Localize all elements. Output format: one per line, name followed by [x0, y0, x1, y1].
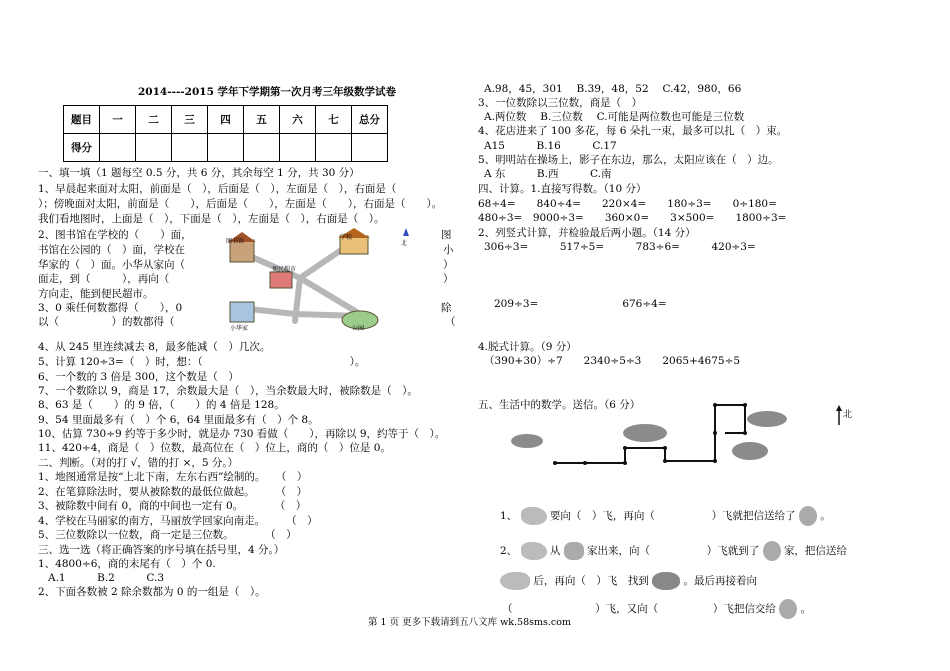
answer-options: A 东 B.西 C.南 [484, 168, 612, 180]
question-line: 1、4800÷6，商的末尾有（ ）个 0. [38, 558, 216, 570]
wrapped-fragment: 小 [443, 244, 454, 256]
score-input-cell[interactable] [244, 134, 280, 162]
question-line: 9、54 里面最多有（ ）个 6，64 里面最多有（ ）个 8。 [38, 414, 319, 426]
section-heading: 二、判断。（对的打 √，错的打 ×，5 分。） [38, 457, 239, 469]
question-line: 10、估算 730÷9 约等于多少时，就是办 730 看做（ ），再除以 9，约等于（ ）。 [38, 428, 446, 440]
wrapped-fragment: ） [443, 273, 454, 285]
wrapped-fragment: 除 [441, 302, 452, 314]
score-header-cell: 一 [100, 106, 136, 134]
mail-text: ）飞，又向（ [595, 603, 659, 615]
mail-text: 。 [800, 603, 812, 615]
score-input-cell[interactable] [316, 134, 352, 162]
score-header-cell: 四 [208, 106, 244, 134]
question-line: 2、下面各数被 2 除余数都为 0 的一组是（ ）。 [38, 586, 266, 598]
map-illustration [200, 226, 440, 336]
map-label-school: 学校 [340, 234, 353, 241]
mail-text: 2、 [500, 545, 518, 557]
question-line: 4、学校在马丽家的南方，马丽放学回家向南走。 （ ） [38, 515, 318, 527]
score-input-cell[interactable] [280, 134, 316, 162]
answer-options: A15 B.16 C.17 [484, 140, 617, 152]
question-line: 5、计算 120÷3=（ ）时，想：（ ）。 [38, 356, 366, 368]
map-label-north: 北 [401, 240, 408, 247]
cat-icon [564, 542, 584, 560]
question-line: 3、一位数除以三位数，商是（ ） [478, 97, 643, 109]
question-line: 2、图书馆在学校的（ ）面， [38, 229, 192, 241]
question-line: 4、从 245 里连续减去 8，最多能减（ ）几次。 [38, 341, 271, 353]
wrapped-fragment: （ [445, 316, 456, 328]
mail-text: 家，把信送给 [783, 545, 847, 557]
score-header-cell: 七 [316, 106, 352, 134]
calc-row: 68÷4= 840÷4= 220×4= 180÷3= 0÷180= [478, 198, 777, 210]
mail-text: 。 [820, 510, 831, 522]
question-line: 2、列竖式计算，并检验最后两小题。（14 分） [478, 227, 696, 239]
mail-sentence-2 [500, 541, 847, 561]
score-input-cell[interactable] [352, 134, 388, 162]
section-heading: 五、生活中的数学。送信。（6 分） [478, 399, 641, 411]
score-input-cell[interactable] [136, 134, 172, 162]
question-line: 11、420÷4，商是（ ）位数，最高位在（ ）位上，商的（ ）位是 0。 [38, 442, 391, 454]
mail-text: 后，再向（ ）飞 找到 [533, 575, 649, 587]
question-line: 1、早晨起来面对太阳，前面是（ ），后面是（ ），左面是（ ），右面是（ [38, 183, 397, 195]
score-input-cell[interactable] [172, 134, 208, 162]
score-header-cell: 三 [172, 106, 208, 134]
section-heading: 四、计算。1.直接写得数。（10 分） [478, 183, 647, 195]
question-line: 8、63 是（ ）的 9 倍，（ ）的 4 倍是 128。 [38, 399, 285, 411]
score-table [63, 105, 388, 162]
elephant-icon [652, 572, 680, 590]
map-label-park: 公园 [352, 325, 365, 332]
squirrel-icon [763, 541, 781, 561]
page-title: 2014----2015 学年下学期第一次月考三年级数学试卷 [138, 86, 397, 98]
question-line: 3、被除数中间有 0，商的中间也一定有 0。 （ ） [38, 500, 307, 512]
calc-row: （390+30）÷7 2340÷5÷3 2065+4675÷5 [484, 355, 741, 367]
question-line: 6、一个数的 3 倍是 300，这个数是（ ） [38, 371, 239, 383]
pigeon-icon [521, 507, 547, 525]
section-heading: 4.脱式计算。（9 分） [478, 341, 577, 353]
question-line: 一、填一填（1 题每空 0.5 分，共 6 分，其余每空 1 分，共 30 分） [38, 167, 360, 179]
mail-text: ）飞把信交给 [712, 603, 776, 615]
calc-row: 209÷3= 676÷4= [494, 298, 667, 310]
question-line: ）；傍晚面对太阳，前面是（ ），后面是（ ），左面是（ ），右面是（ ）。 [38, 198, 443, 210]
map-label-library: 图书馆 [226, 238, 245, 245]
calc-row: 306÷3= 517÷5= 783÷6= 420÷3= [484, 241, 756, 253]
mail-text: 。最后再接着向 [683, 575, 758, 587]
score-header-cell: 六 [280, 106, 316, 134]
question-line: 1、地图通常是按“上北下南，左东右西”绘制的。 （ ） [38, 471, 308, 483]
question-line: 4、花店进来了 100 多花，每 6 朵扎一束，最多可以扎（ ）束。 [478, 125, 788, 137]
mail-text: （ [502, 603, 513, 615]
rabbit-icon [500, 572, 530, 590]
question-line: 2、在笔算除法时，要从被除数的最低位做起。 （ ） [38, 486, 308, 498]
score-row-label: 得分 [64, 134, 100, 162]
mail-text: ）飞就把信送给了 [711, 510, 796, 522]
squirrel-icon [779, 599, 797, 619]
question-line: 面走，到（ ），再向（ [38, 273, 170, 285]
north-label: 北 [843, 410, 853, 420]
score-table-header-row [64, 106, 388, 134]
mail-text: 从 [549, 545, 561, 557]
wrapped-fragment: ） [443, 259, 454, 271]
score-header-cell: 五 [244, 106, 280, 134]
mail-route-illustration [505, 403, 853, 473]
question-line: 5、明明站在操场上，影子在东边，那么，太阳应该在（ ）边。 [478, 154, 779, 166]
score-input-cell[interactable] [208, 134, 244, 162]
question-line: 书馆在公园的（ ）面，学校在 [38, 244, 185, 256]
score-header-cell: 二 [136, 106, 172, 134]
mail-sentence-1 [500, 506, 831, 526]
question-line: 7、一个数除以 9，商是 17，余数最大是（ ），当余数最大时，被除数是（ ）。 [38, 385, 418, 397]
answer-options: A.1 B.2 C.3 [48, 572, 165, 584]
score-table-score-row [64, 134, 388, 162]
question-line: 5、三位数除以一位数，商一定是三位数。 （ ） [38, 529, 297, 541]
question-line: 方向走，能到便民超市。 [38, 288, 154, 300]
section-heading: 三、选一选（将正确答案的序号填在括号里，4 分。） [38, 544, 285, 556]
page-footer: 第 1 页 更多下载请到五八文库 wk.58sms.com [368, 617, 571, 628]
question-line: 3、0 乘任何数都得（ ），0 [38, 302, 183, 314]
answer-options: A.98，45，301 B.39，48，52 C.42，980，66 [484, 83, 742, 95]
mail-text: ）飞就到了 [706, 545, 760, 557]
map-label-xiaohua-home: 小华家 [230, 325, 249, 332]
mail-text: 家出来，向（ [587, 545, 651, 557]
score-header-cell: 总分 [352, 106, 388, 134]
mail-text: 1、 [500, 510, 518, 522]
question-line: 我们看地图时，上面是（ ），下面是（ ），左面是（ ），右面是（ ）。 [38, 213, 385, 225]
map-label-supermarket: 便民超市 [272, 266, 297, 273]
answer-options: A.两位数 B.三位数 C.可能是两位数也可能是三位数 [484, 111, 745, 123]
wrapped-fragment: 图 [441, 229, 452, 241]
squirrel-icon [799, 506, 817, 526]
mail-text: 要向（ ）飞，再向（ [549, 510, 655, 522]
calc-row: 480÷3= 9000÷3= 360×0= 3×500= 1800÷3= [478, 212, 787, 224]
question-line: 华家的（ ）面。小华从家向（ [38, 259, 185, 271]
score-header-cell: 题目 [64, 106, 100, 134]
mail-sentence-3 [500, 572, 757, 590]
question-line: 以（ ）的数都得（ [38, 316, 175, 328]
score-input-cell[interactable] [100, 134, 136, 162]
pigeon-icon [521, 542, 547, 560]
